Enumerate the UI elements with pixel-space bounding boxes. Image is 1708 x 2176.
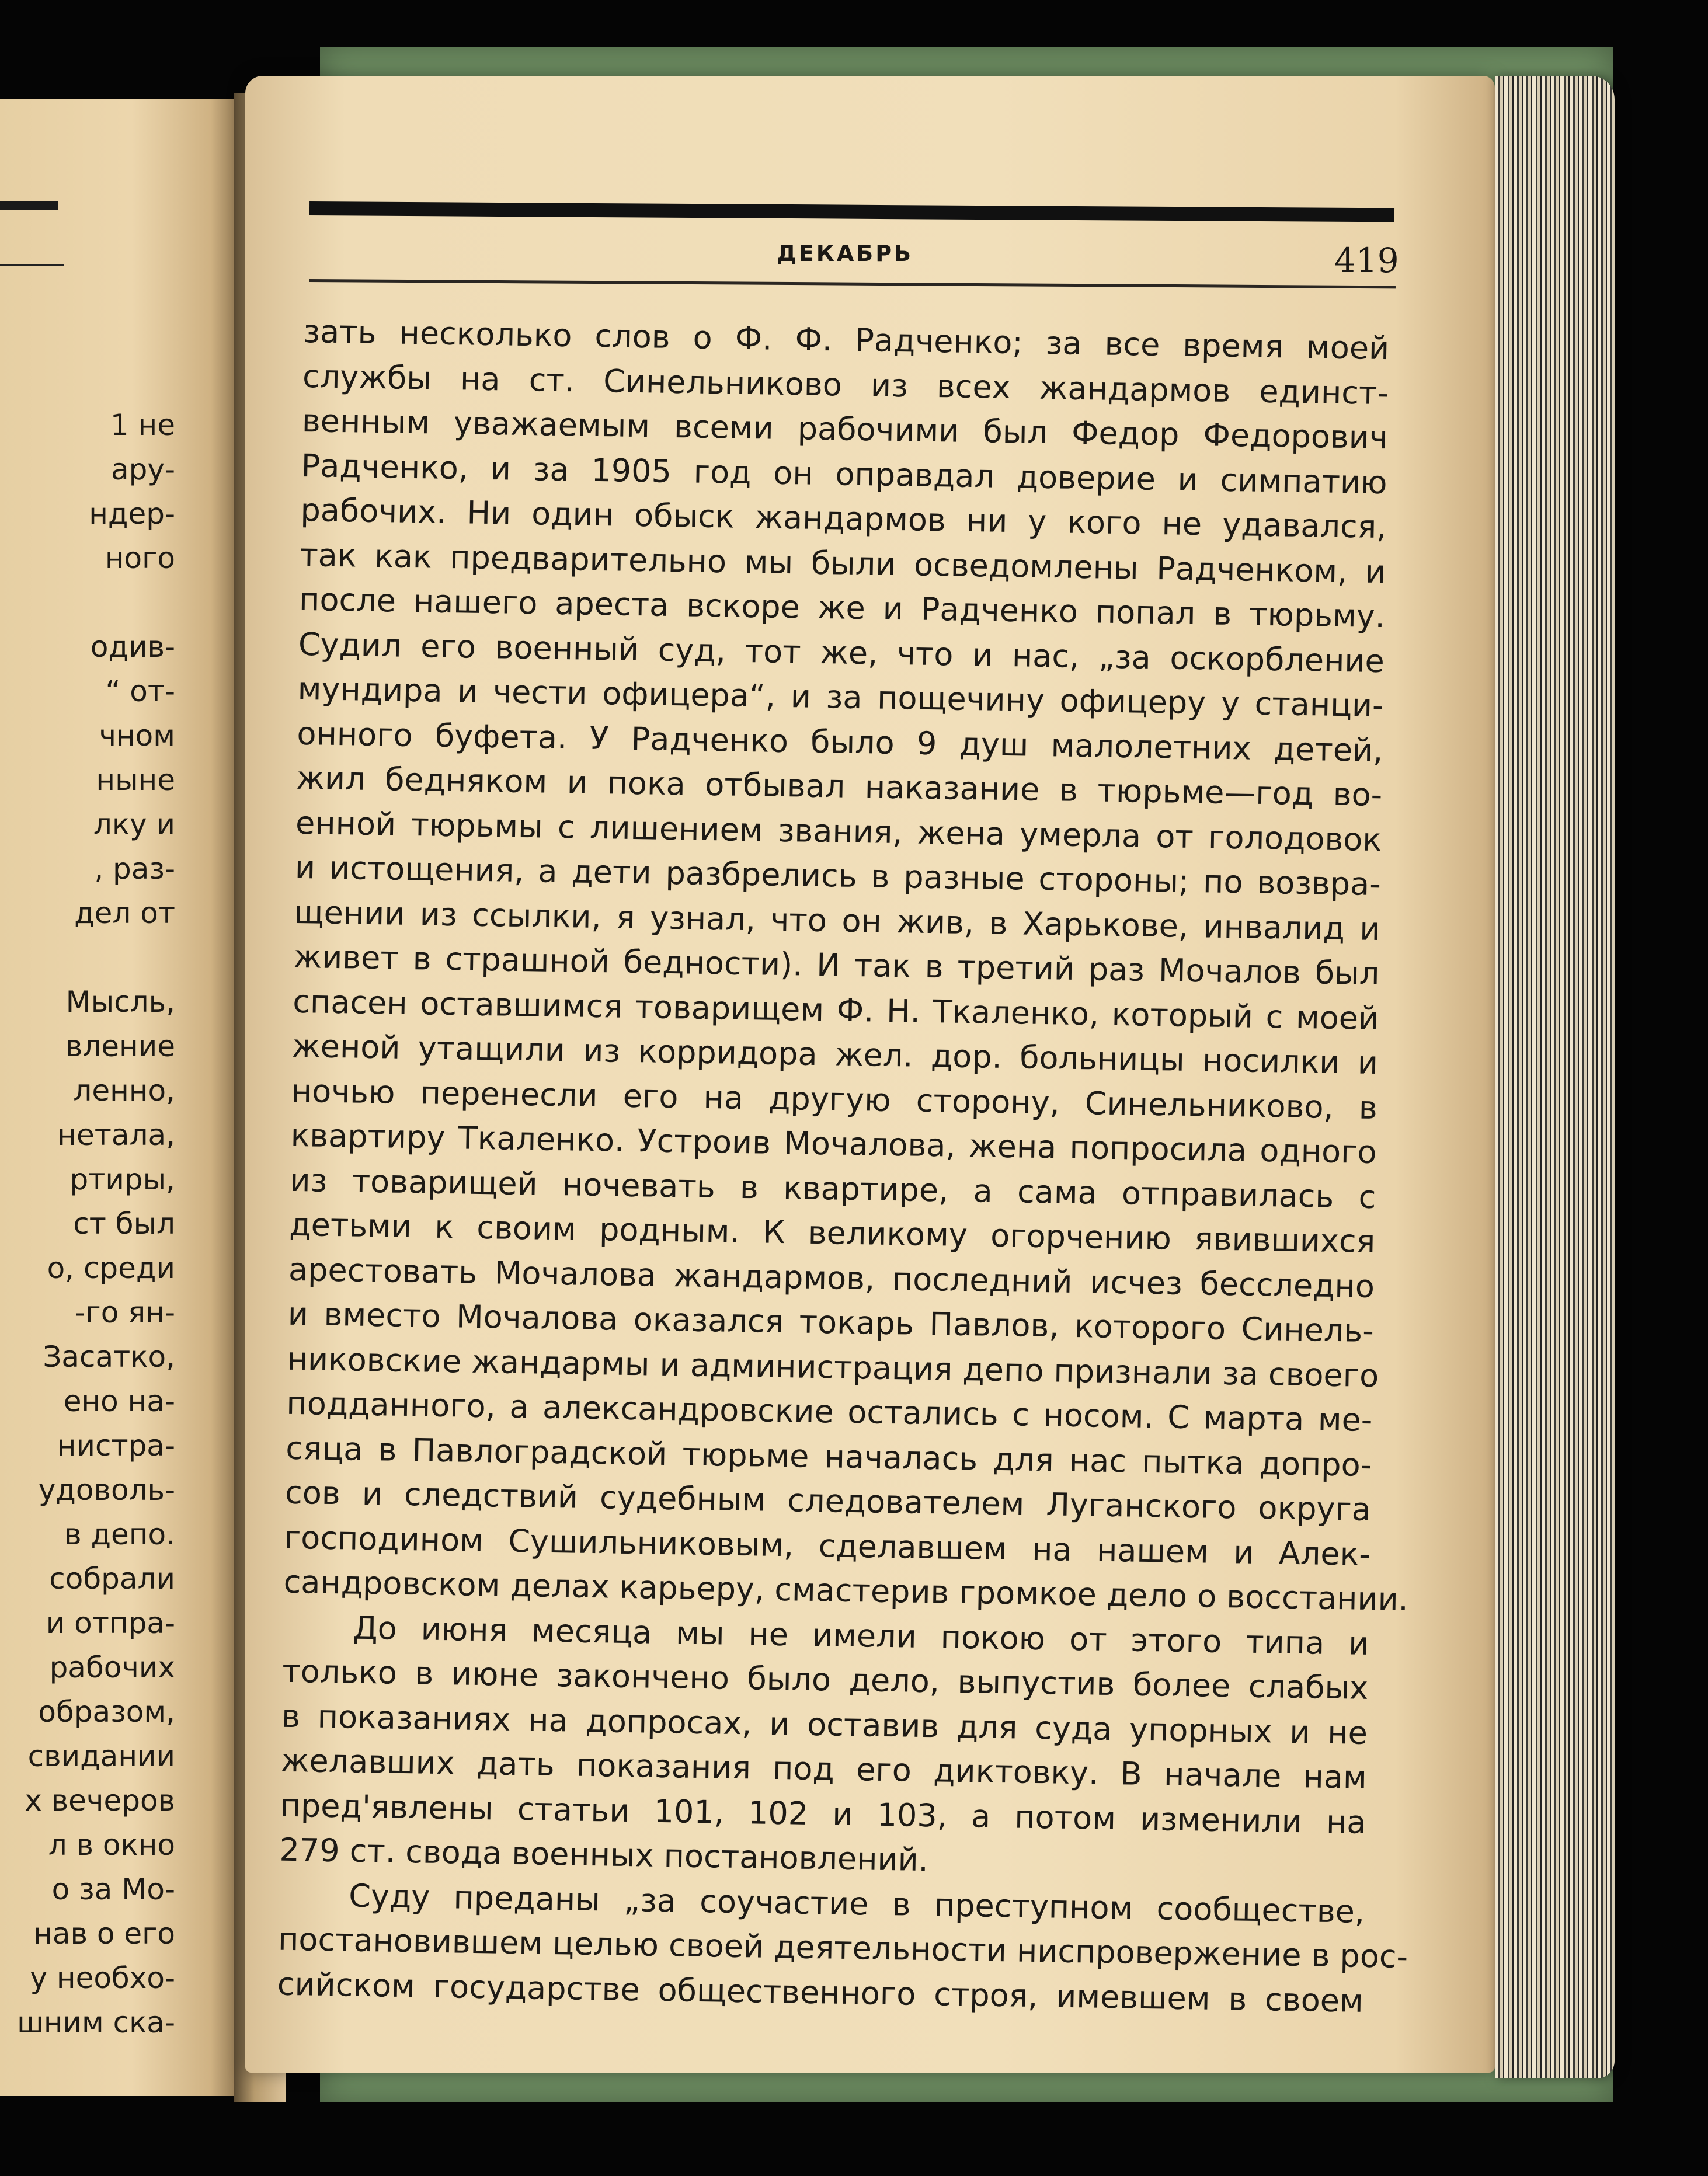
text-line: в показаниях на допросах, и оставив для суда упорных и не: [281, 1697, 1368, 1752]
text-line: пред'явлены статьи 101, 102 и 103, а потом изменили на: [280, 1787, 1367, 1841]
left-page-line-fragment: л в окно: [48, 1828, 175, 1862]
text-line: и истощения, а дети разбрелись в разные стороны; по возвра-: [294, 848, 1382, 903]
left-page-line-fragment: ст был: [73, 1207, 175, 1241]
left-page-line-fragment: лку и: [93, 807, 175, 841]
text-line: господином Сушильниковым, сделавшем на нашем и Алек-: [284, 1519, 1371, 1573]
text-line: службы на ст. Синельниково из всех жандармов единст-: [302, 357, 1389, 412]
left-page: [0, 99, 239, 2096]
left-page-line-fragment: дел от: [74, 896, 175, 930]
body-text: [277, 309, 1409, 2024]
text-line: мундира и чести офицера“, и за пощечину офицеру у станци-: [297, 670, 1385, 725]
text-line: только в июне закончено было дело, выпустив более слабых: [281, 1652, 1369, 1707]
left-page-line-fragment: -го ян-: [75, 1296, 175, 1329]
left-page-line-fragment: у необхо-: [30, 1961, 175, 1995]
text-line: и вместо Мочалова оказался токарь Павлов, которого Синель-: [287, 1295, 1375, 1349]
left-page-line-fragment: одив-: [90, 630, 175, 664]
text-line: арестовать Мочалова жандармов, последний исчез бесследно: [288, 1251, 1375, 1305]
left-page-line-fragment: нетала,: [57, 1118, 175, 1152]
text-line: 279 ст. свода военных постановлений.: [279, 1831, 929, 1879]
text-line: ночью перенесли его на другую сторону, Синельниково, в: [291, 1072, 1378, 1126]
page-number: 419: [1334, 241, 1399, 280]
left-page-line-fragment: Мысль,: [65, 985, 175, 1019]
text-line: никовские жандармы и администрация депо признали за своего: [287, 1340, 1379, 1394]
left-page-line-fragment: и отпра-: [46, 1606, 175, 1640]
text-line: сийском государстве общественного строя, имевшем в своем: [277, 1965, 1364, 2020]
text-line: подданного, а александровские остались с носом. С марта ме-: [286, 1384, 1373, 1439]
left-page-line-fragment: образом,: [38, 1695, 175, 1729]
left-page-line-fragment: нистра-: [57, 1429, 175, 1463]
text-line: жил бедняком и пока отбывал наказание в тюрьме—год во-: [295, 759, 1383, 814]
left-page-line-fragment: 1 не: [110, 408, 175, 442]
text-line: из товарищей ночевать в квартире, а сама отправилась с: [290, 1161, 1376, 1216]
text-line: квартиру Ткаленко. Устроив Мочалова, жена попросила одного: [290, 1116, 1377, 1171]
left-page-thin-rule: [0, 264, 64, 266]
running-head-title: ДЕКАБРЬ: [777, 241, 914, 266]
text-line: Судил его военный суд, тот же, что и нас, „за оскорбление: [298, 625, 1385, 680]
left-page-text-fragments: [0, 403, 175, 2045]
left-page-line-fragment: ено на-: [63, 1384, 175, 1418]
text-line: после нашего ареста вскоре же и Радченко попал в тюрьму.: [298, 580, 1386, 635]
text-line: щении из ссылки, я узнал, что он жив, в Харькове, инвалид и: [294, 893, 1381, 948]
left-page-line-fragment: о за Мо-: [51, 1872, 175, 1906]
text-line: живет в страшной бедности). И так в третий раз Мочалов был: [293, 938, 1380, 993]
left-page-line-fragment: вление: [65, 1029, 175, 1063]
left-page-line-fragment: [0, 580, 175, 625]
left-page-line-fragment: в депо.: [64, 1517, 175, 1551]
left-page-line-fragment: собрали: [49, 1562, 175, 1596]
left-page-line-fragment: нав о его: [33, 1917, 175, 1951]
text-line: сяца в Павлоградской тюрьме началась для нас пытка допро-: [285, 1429, 1372, 1484]
text-line: До июня месяца мы не имели покою от этого типа и: [353, 1609, 1369, 1662]
text-line: Радченко, и за 1905 год он оправдал доверие и симпатию: [301, 447, 1388, 501]
text-line: рабочих. Ни один обыск жандармов ни у кого не удавался,: [300, 491, 1387, 546]
text-line: венным уважаемым всеми рабочими был Федор Федорович: [301, 402, 1389, 457]
left-page-line-fragment: ртиры,: [69, 1162, 175, 1196]
left-page-line-fragment: рабочих: [49, 1651, 175, 1684]
left-page-line-fragment: свидании: [27, 1739, 175, 1773]
text-line: сов и следствий судебным следователем Луганского округа: [284, 1474, 1372, 1528]
text-line: енной тюрьмы с лишением звания, жена умерла от голодовок: [295, 804, 1382, 858]
left-page-line-fragment: шним ска-: [17, 2006, 175, 2039]
left-page-header-rule: [0, 201, 58, 210]
left-page-line-fragment: , раз-: [94, 852, 175, 886]
text-line: Суду преданы „за соучастие в преступном сообществе,: [348, 1877, 1365, 1930]
left-page-line-fragment: удоволь-: [38, 1473, 175, 1507]
left-page-line-fragment: чном: [99, 719, 175, 753]
left-page-line-fragment: [0, 935, 175, 980]
left-page-line-fragment: ару-: [110, 452, 175, 486]
left-page-line-fragment: х вечеров: [25, 1784, 175, 1818]
left-page-line-fragment: ного: [105, 541, 175, 575]
text-line: желавших дать показания под его диктовку. В начале нам: [280, 1742, 1368, 1796]
left-page-line-fragment: ленно,: [73, 1074, 175, 1108]
left-page-line-fragment: ндер-: [89, 497, 175, 531]
text-line: женой утащили из корридора жел. дор. больницы носилки и: [291, 1027, 1379, 1082]
left-page-line-fragment: Засатко,: [43, 1340, 175, 1374]
text-line: постановившем целью своей деятельности ниспровержение в рос-: [277, 1920, 1408, 1976]
left-page-line-fragment: ныне: [96, 763, 175, 797]
text-line: зать несколько слов о Ф. Ф. Радченко; за все время моей: [302, 312, 1390, 367]
left-page-line-fragment: о, среди: [47, 1251, 175, 1285]
text-line: спасен оставшимся товарищем Ф. Н. Ткаленко, который с моей: [292, 983, 1379, 1037]
page-block-edges: [1495, 76, 1615, 2078]
text-line: детьми к своим родным. К великому огорчению явившихся: [288, 1206, 1376, 1261]
left-page-line-fragment: “ от-: [105, 674, 175, 708]
text-line: так как предварительно мы были осведомлены Радченком, и: [299, 536, 1386, 590]
text-line: сандровском делах карьеру, смастерив громкое дело о восстании.: [283, 1563, 1409, 1618]
text-line: онного буфета. У Радченко было 9 душ малолетних детей,: [297, 715, 1383, 769]
